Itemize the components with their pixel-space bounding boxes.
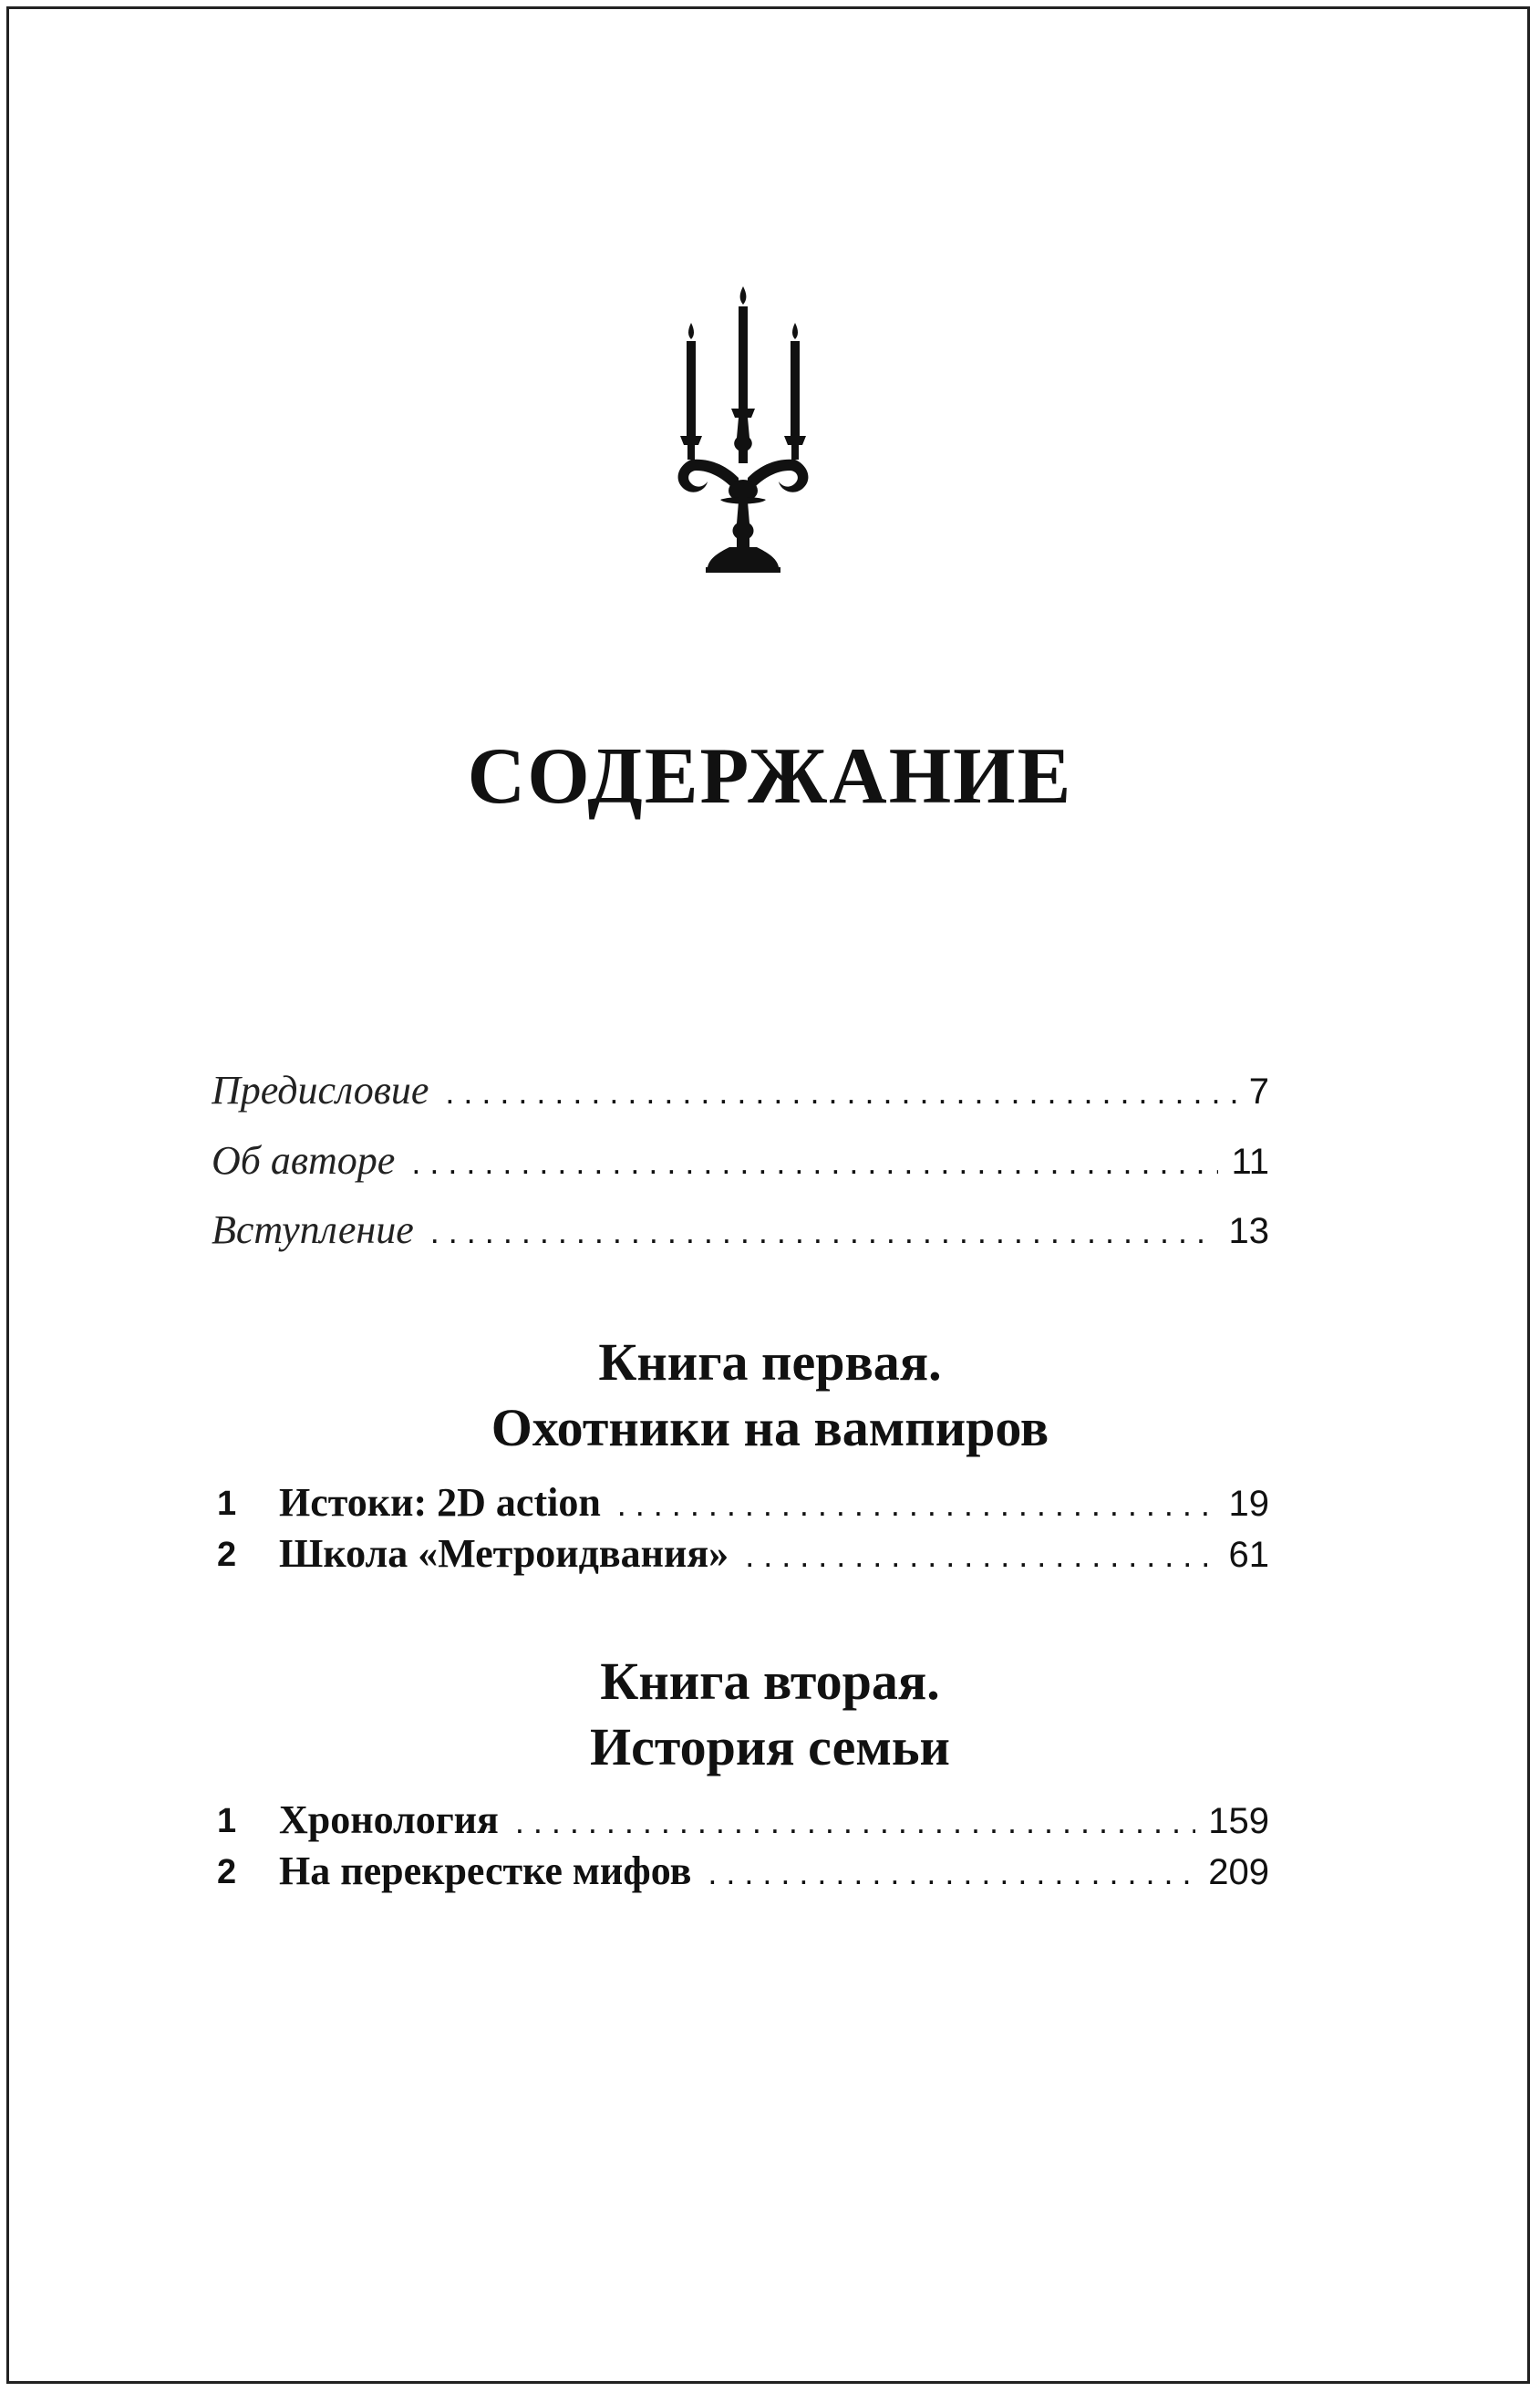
toc-entry[interactable] bbox=[212, 1206, 1269, 1253]
book-heading bbox=[0, 1649, 1540, 1780]
toc-entry-label: Предисловие bbox=[212, 1068, 429, 1113]
toc-entry[interactable] bbox=[279, 1530, 1269, 1577]
toc-entry-label: Школа «Метроидвания» bbox=[279, 1531, 729, 1576]
dot-leader bbox=[430, 1213, 1216, 1251]
toc-entry-page: 61 bbox=[1228, 1535, 1269, 1575]
book-heading-line: История семьи bbox=[590, 1717, 950, 1776]
toc-entry-page: 7 bbox=[1248, 1072, 1269, 1112]
candelabra-icon bbox=[666, 285, 821, 575]
chapter-number: 2 bbox=[217, 1853, 237, 1891]
toc-entry-page: 19 bbox=[1228, 1484, 1269, 1524]
dot-leader bbox=[745, 1537, 1215, 1575]
toc-entry[interactable] bbox=[279, 1797, 1269, 1843]
toc-entry[interactable] bbox=[212, 1137, 1269, 1184]
book-heading-line: Охотники на вампиров bbox=[491, 1398, 1049, 1457]
toc-entry[interactable] bbox=[279, 1848, 1269, 1894]
toc-entry-label: Об авторе bbox=[212, 1138, 396, 1183]
book-heading-line: Книга вторая. bbox=[600, 1652, 940, 1711]
chapter-number: 2 bbox=[217, 1536, 237, 1574]
toc-entry-page: 13 bbox=[1228, 1211, 1269, 1251]
book-heading-line: Книга первая. bbox=[598, 1332, 942, 1392]
toc-entry-page: 209 bbox=[1208, 1852, 1269, 1892]
toc-entry-label: Истоки: 2D action bbox=[279, 1480, 601, 1525]
dot-leader bbox=[411, 1144, 1218, 1182]
chapter-number: 1 bbox=[217, 1802, 237, 1840]
dot-leader bbox=[708, 1854, 1195, 1892]
toc-entry[interactable] bbox=[279, 1479, 1269, 1526]
toc-entry[interactable] bbox=[212, 1067, 1269, 1113]
dot-leader bbox=[515, 1803, 1195, 1841]
toc-entry-label: Хронология bbox=[279, 1797, 499, 1842]
dot-leader bbox=[617, 1486, 1216, 1524]
page-title: СОДЕРЖАНИЕ bbox=[467, 732, 1073, 821]
toc-entry-page: 159 bbox=[1208, 1801, 1269, 1841]
toc-entry-label: На перекрестке мифов bbox=[279, 1848, 692, 1893]
toc-entry-page: 11 bbox=[1231, 1142, 1269, 1182]
chapter-number: 1 bbox=[217, 1485, 237, 1523]
book-heading bbox=[0, 1330, 1540, 1461]
toc-entry-label: Вступление bbox=[212, 1207, 414, 1252]
dot-leader bbox=[445, 1073, 1235, 1112]
